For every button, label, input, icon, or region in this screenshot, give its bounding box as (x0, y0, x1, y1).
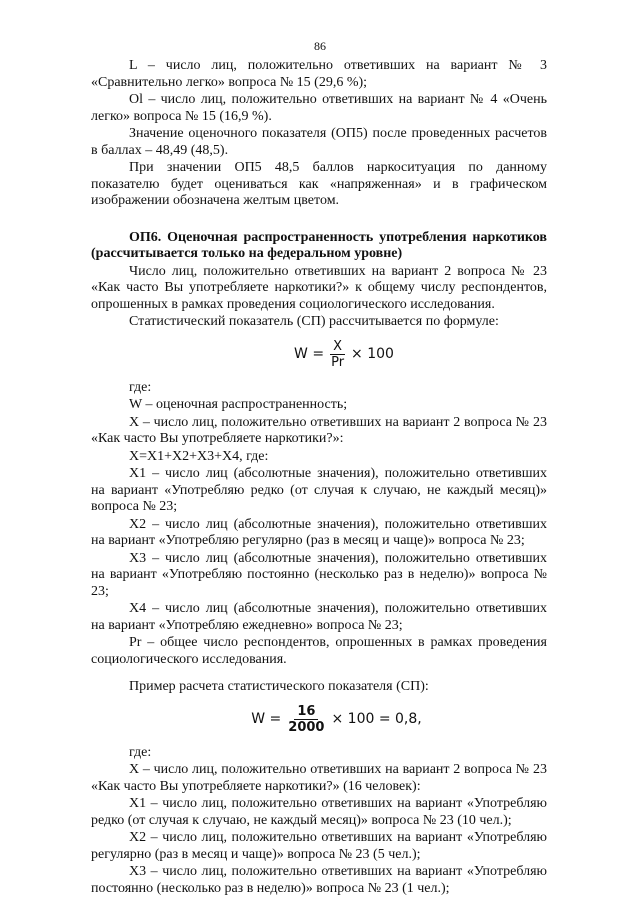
formula-rhs: × 100 (351, 345, 394, 362)
definition: X – число лиц, положительно ответивших на вариант 2 вопроса № 23 «Как часто Вы употребляете наркотики?»: (91, 414, 547, 446)
paragraph: Ol – число лиц, положительно ответивших на вариант № 4 «Очень легко» вопроса № 15 (16,9 %). (91, 92, 547, 124)
where-label: где: (129, 379, 152, 395)
paragraph: Статистический показатель (СП) рассчитывается по формуле: (129, 314, 499, 329)
formula-example (126, 704, 547, 735)
formula-general (141, 339, 547, 370)
formula-fraction (285, 704, 327, 735)
formula-numerator: X (330, 339, 345, 355)
formula-rhs: × 100 = 0,8, (331, 710, 422, 727)
paragraph: При значении ОП5 48,5 баллов наркоситуация по данному показателю будет оцениваться как «напряженная» и в графическом изображении обозначена желтым цветом. (91, 160, 547, 208)
page-content (91, 58, 547, 898)
formula-lhs: W = (294, 345, 325, 362)
paragraph: Число лиц, положительно ответивших на вариант 2 вопроса № 23 «Как часто Вы употребляете наркотики?» к общему числу респондентов, опрошенных в рамках проведения социологического исследования. (91, 263, 547, 312)
example-definition: X2 – число лиц, положительно ответивших на вариант «Употребляю регулярно (раз в месяц и чаще)» вопроса № 23 (5 чел.); (91, 830, 547, 862)
paragraph: Значение оценочного показателя (ОП5) после проведенных расчетов в баллах – 48,49 (48,5). (91, 126, 547, 158)
definition: X4 – число лиц (абсолютные значения), положительно ответивших на вариант «Употребляю ежедневно» вопроса № 23; (91, 601, 547, 633)
example-definition: X3 – число лиц, положительно ответивших на вариант «Употребляю постоянно (несколько раз в неделю)» вопроса № 23 (1 чел.); (91, 864, 547, 896)
page-number: 86 (314, 39, 326, 53)
definition: X3 – число лиц (абсолютные значения), положительно ответивших на вариант «Употребляю постоянно (несколько раз в неделю)» вопроса № 23; (91, 550, 547, 599)
definition: X2 – число лиц (абсолютные значения), положительно ответивших на вариант «Употребляю регулярно (раз в месяц и чаще)» вопроса № 23; (91, 516, 547, 548)
example-heading: Пример расчета статистического показателя (СП): (129, 679, 429, 694)
formula-numerator: 16 (294, 704, 318, 720)
spacer (91, 211, 547, 230)
definition: X1 – число лиц (абсолютные значения), положительно ответивших на вариант «Употребляю редко (от случая к случаю, не каждый месяц)» вопроса № 23; (91, 466, 547, 514)
definition: X=X1+X2+X3+X4, где: (129, 448, 269, 464)
spacer (91, 669, 547, 679)
formula-lhs: W = (251, 710, 282, 727)
example-definition: X – число лиц, положительно ответивших на вариант 2 вопроса № 23 «Как часто Вы употребляете наркотики?» (16 человек): (91, 762, 547, 794)
definition: Pr – общее число респондентов, опрошенных в рамках проведения социологического исследования. (91, 635, 547, 667)
where-label: где: (129, 744, 152, 760)
formula-denominator: Pr (331, 354, 345, 370)
section-heading: ОП6. Оценочная распространенность употребления наркотиков (рассчитывается только на федеральном уровне) (91, 229, 547, 261)
formula-denominator: 2000 (288, 719, 325, 735)
formula-fraction (328, 339, 347, 370)
example-definition: X1 – число лиц, положительно ответивших на вариант «Употребляю редко (от случая к случаю, не каждый месяц)» вопроса № 23 (10 чел.); (91, 796, 547, 828)
paragraph: L – число лиц, положительно ответивших на вариант № 3 «Сравнительно легко» вопроса № 15 (29,6 %); (91, 58, 547, 90)
definition: W – оценочная распространенность; (129, 397, 348, 412)
